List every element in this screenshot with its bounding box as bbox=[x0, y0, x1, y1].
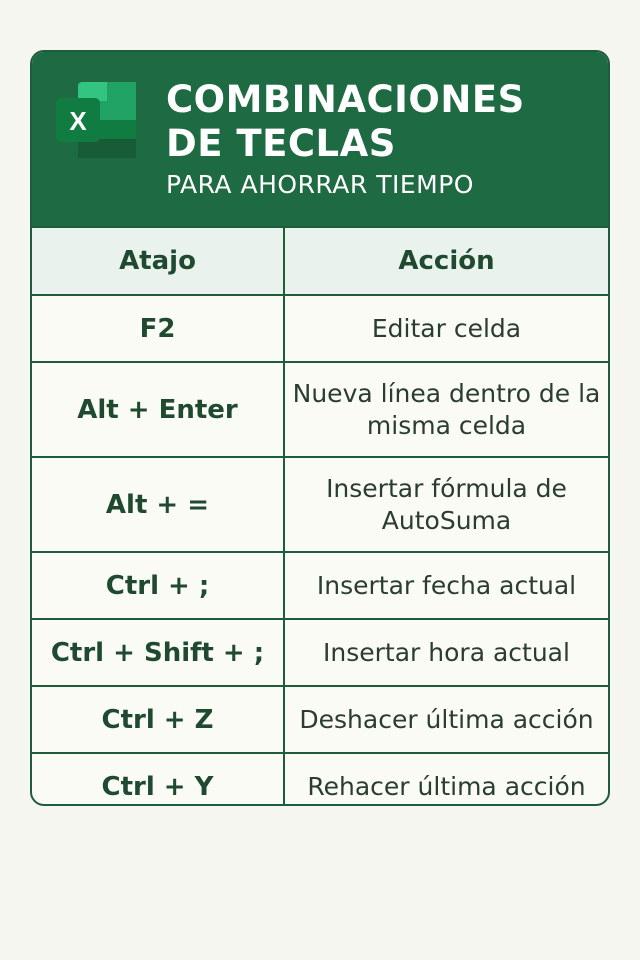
shortcut-cell: Ctrl + ; bbox=[32, 552, 284, 619]
table-row bbox=[32, 686, 608, 753]
table-row bbox=[32, 619, 608, 686]
card-header bbox=[32, 52, 608, 226]
table-row bbox=[32, 295, 608, 362]
column-header-action: Acción bbox=[284, 227, 608, 295]
subtitle: PARA AHORRAR TIEMPO bbox=[166, 170, 474, 199]
title-line-2: DE TECLAS bbox=[166, 122, 396, 165]
shortcuts-card bbox=[30, 50, 610, 806]
action-cell: Insertar fecha actual bbox=[284, 552, 608, 619]
action-cell: Editar celda bbox=[284, 295, 608, 362]
excel-logo-icon bbox=[54, 80, 138, 160]
action-cell: Rehacer última acción bbox=[284, 753, 608, 806]
action-cell: Deshacer última acción bbox=[284, 686, 608, 753]
shortcut-cell: Ctrl + Z bbox=[32, 686, 284, 753]
action-cell: Insertar fórmula de AutoSuma bbox=[284, 457, 608, 552]
column-header-shortcut: Atajo bbox=[32, 227, 284, 295]
action-cell: Insertar hora actual bbox=[284, 619, 608, 686]
table-row bbox=[32, 753, 608, 806]
shortcut-cell: Ctrl + Shift + ; bbox=[32, 619, 284, 686]
table-row bbox=[32, 362, 608, 457]
table-header-row bbox=[32, 227, 608, 295]
shortcut-cell: Alt + = bbox=[32, 457, 284, 552]
logo-letter: X bbox=[69, 106, 87, 136]
action-cell: Nueva línea dentro de la misma celda bbox=[284, 362, 608, 457]
table-row bbox=[32, 552, 608, 619]
shortcut-cell: Ctrl + Y bbox=[32, 753, 284, 806]
shortcut-cell: F2 bbox=[32, 295, 284, 362]
shortcuts-table bbox=[32, 226, 608, 806]
title-line-1: COMBINACIONES bbox=[166, 78, 525, 121]
shortcut-cell: Alt + Enter bbox=[32, 362, 284, 457]
table-row bbox=[32, 457, 608, 552]
